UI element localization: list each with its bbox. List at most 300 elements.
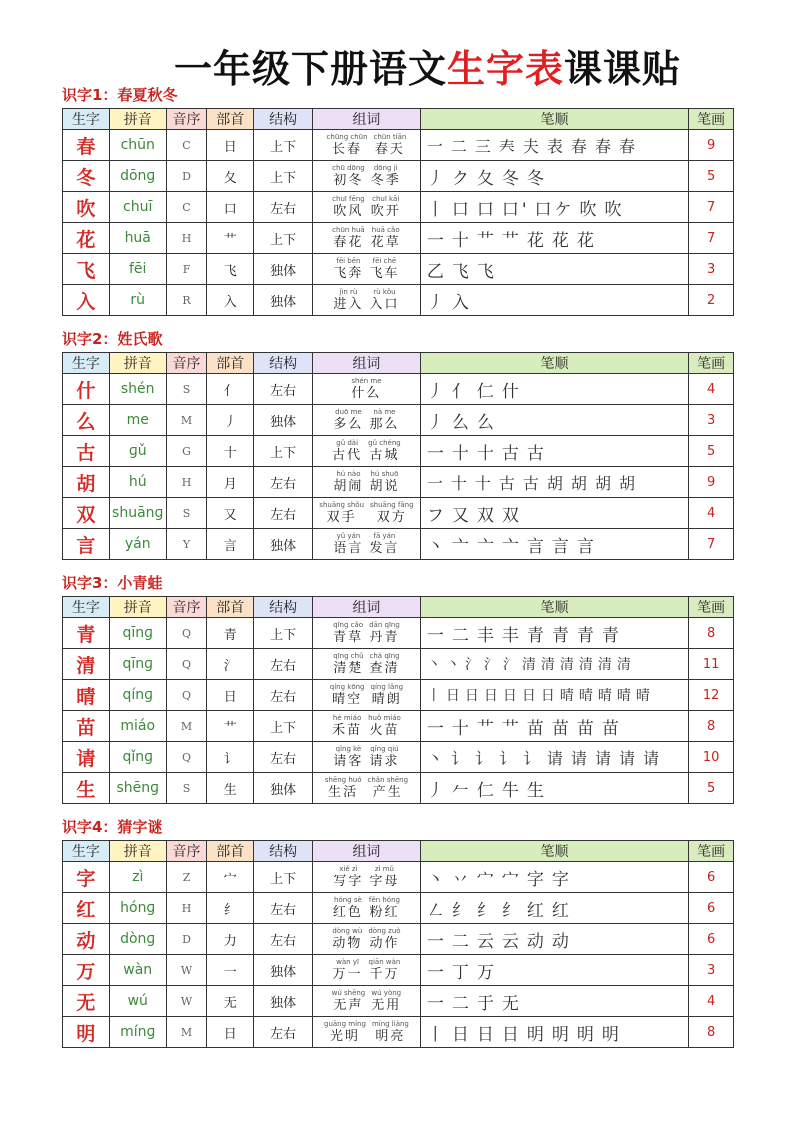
table-row: [63, 742, 734, 773]
stroke-order-cell: [420, 405, 688, 436]
column-header: 结构: [254, 841, 313, 862]
lesson-section: [62, 572, 734, 804]
table-row: [63, 405, 734, 436]
character-cell: 花: [63, 223, 110, 254]
character-cell: 明: [63, 1017, 110, 1048]
pinyin-cell: hú: [109, 467, 166, 498]
word-text: 清楚: [333, 661, 364, 676]
stroke-step: 日: [521, 688, 539, 704]
stroke-step: 日: [502, 688, 520, 704]
word-pinyin: chuī fēnɡ: [332, 195, 365, 203]
word-pinyin: shuānɡ fānɡ: [370, 501, 414, 509]
table-row: [63, 374, 734, 405]
stroke-step: 纟: [451, 900, 472, 921]
radical-cell: 月: [207, 467, 254, 498]
structure-cell: 左右: [254, 498, 313, 529]
word-item: [369, 865, 399, 889]
word-text: 那么: [369, 417, 400, 432]
word-text: 春天: [374, 142, 405, 157]
character-cell: 生: [63, 773, 110, 804]
stroke-step: 青: [601, 625, 622, 646]
structure-cell: 独体: [254, 529, 313, 560]
stroke-step: 入: [451, 292, 472, 313]
stroke-order-cell: [420, 986, 688, 1017]
stroke-step: 一: [426, 443, 447, 464]
stroke-step: 丨: [426, 199, 447, 220]
stroke-step: 什: [501, 381, 522, 402]
stroke-count-cell: 8: [689, 1017, 734, 1048]
word-text: 春花: [333, 235, 364, 250]
character-cell: 言: [63, 529, 110, 560]
stroke-step: 苗: [526, 718, 547, 739]
header-row: [63, 353, 734, 374]
stroke-step: 丿: [426, 412, 447, 433]
stroke-step: 青: [551, 625, 572, 646]
stroke-count-cell: 3: [689, 405, 734, 436]
words-cell: [313, 1017, 421, 1048]
table-row: [63, 467, 734, 498]
stroke-step: 日: [540, 688, 558, 704]
stroke-step: 三: [474, 136, 494, 156]
stroke-count-cell: 5: [689, 436, 734, 467]
stroke-step: 清: [559, 657, 577, 673]
structure-cell: 左右: [254, 924, 313, 955]
stroke-step: 口': [501, 199, 530, 220]
word-item: [333, 408, 363, 432]
radical-cell: 青: [207, 618, 254, 649]
structure-cell: 左右: [254, 893, 313, 924]
word-item: [374, 133, 407, 157]
character-table: [62, 108, 734, 316]
table-row: [63, 893, 734, 924]
stroke-step: 吹: [579, 199, 600, 220]
words-cell: [313, 862, 421, 893]
word-text: 飞车: [369, 266, 400, 281]
stroke-step: 青: [576, 625, 597, 646]
character-cell: 入: [63, 285, 110, 316]
stroke-step: 字: [551, 869, 572, 890]
table-row: [63, 649, 734, 680]
word-pinyin: chū dōnɡ: [332, 164, 365, 172]
structure-cell: 左右: [254, 742, 313, 773]
stroke-step: 日: [501, 1024, 522, 1045]
stroke-step: 艹: [476, 718, 497, 739]
word-text: 查清: [369, 661, 400, 676]
character-cell: 什: [63, 374, 110, 405]
initial-letter-cell: S: [166, 374, 207, 405]
stroke-step: 双: [501, 505, 522, 526]
stroke-step: 么: [451, 412, 472, 433]
stroke-step: 十: [451, 230, 472, 251]
stroke-step: 口: [451, 199, 472, 220]
stroke-step: 胡: [618, 473, 638, 493]
initial-letter-cell: M: [166, 711, 207, 742]
column-header: 音序: [166, 841, 207, 862]
pinyin-cell: qínɡ: [109, 680, 166, 711]
stroke-step: 晴: [616, 688, 634, 704]
stroke-step: 亠: [476, 536, 497, 557]
structure-cell: 独体: [254, 405, 313, 436]
pinyin-cell: qīnɡ: [109, 649, 166, 680]
initial-letter-cell: Q: [166, 680, 207, 711]
word-text: 明亮: [375, 1029, 406, 1044]
word-text: 古城: [369, 448, 400, 463]
word-text: 多么: [333, 417, 364, 432]
radical-cell: 艹: [207, 711, 254, 742]
stroke-step: 丷: [451, 869, 472, 890]
stroke-step: 冬: [501, 168, 522, 189]
radical-cell: 生: [207, 773, 254, 804]
column-header: 拼音: [109, 597, 166, 618]
radical-cell: 亻: [207, 374, 254, 405]
word-pinyin: dònɡ wù: [332, 927, 363, 935]
radical-cell: 纟: [207, 893, 254, 924]
character-cell: 动: [63, 924, 110, 955]
word-item: [369, 257, 399, 281]
word-item: [333, 532, 363, 556]
word-text: 请客: [333, 754, 364, 769]
word-pinyin: rù kǒu: [373, 288, 396, 296]
words-cell: [313, 986, 421, 1017]
structure-cell: 独体: [254, 285, 313, 316]
word-text: 飞奔: [333, 266, 364, 281]
stroke-count-cell: 7: [689, 223, 734, 254]
pinyin-cell: yán: [109, 529, 166, 560]
header-row: [63, 597, 734, 618]
word-item: [325, 776, 362, 800]
words-cell: [313, 618, 421, 649]
words-cell: [313, 374, 421, 405]
stroke-step: 丰: [476, 625, 497, 646]
stroke-step: 花: [576, 230, 597, 251]
stroke-step: 𡗗: [498, 136, 518, 156]
word-pinyin: dōnɡ jì: [373, 164, 398, 172]
stroke-count-cell: 11: [689, 649, 734, 680]
radical-cell: 一: [207, 955, 254, 986]
word-item: [332, 439, 362, 463]
words-cell: [313, 924, 421, 955]
structure-cell: 上下: [254, 161, 313, 192]
word-text: 动物: [332, 936, 363, 951]
structure-cell: 左右: [254, 192, 313, 223]
stroke-step: 言: [551, 536, 572, 557]
stroke-step: 十: [450, 473, 470, 493]
character-cell: 么: [63, 405, 110, 436]
structure-cell: 上下: [254, 862, 313, 893]
word-pinyin: fēi chē: [372, 257, 397, 265]
word-text: 写字: [333, 874, 364, 889]
words-cell: [313, 742, 421, 773]
stroke-count-cell: 4: [689, 374, 734, 405]
stroke-count-cell: 5: [689, 161, 734, 192]
word-text: 晴朗: [371, 692, 402, 707]
word-item: [370, 652, 400, 676]
pinyin-cell: wàn: [109, 955, 166, 986]
stroke-step: 一: [426, 136, 446, 156]
word-item: [371, 195, 401, 219]
stroke-count-cell: 4: [689, 986, 734, 1017]
radical-cell: 夂: [207, 161, 254, 192]
radical-cell: 言: [207, 529, 254, 560]
structure-cell: 上下: [254, 436, 313, 467]
column-header: 笔画: [689, 841, 734, 862]
section-heading: 识字2：姓氏歌: [62, 330, 163, 348]
character-cell: 冬: [63, 161, 110, 192]
table-row: [63, 223, 734, 254]
table-row: [63, 955, 734, 986]
initial-letter-cell: W: [166, 986, 207, 1017]
word-item: [333, 288, 363, 312]
column-header: 笔画: [689, 597, 734, 618]
radical-cell: 日: [207, 130, 254, 161]
word-text: 吹风: [333, 204, 364, 219]
column-header: 生字: [63, 353, 110, 374]
radical-cell: 丿: [207, 405, 254, 436]
stroke-order-cell: [420, 649, 688, 680]
stroke-step: 日: [483, 688, 501, 704]
stroke-step: 清: [578, 657, 596, 673]
word-text: 进入: [333, 297, 364, 312]
words-cell: [313, 955, 421, 986]
stroke-step: 丶: [426, 869, 447, 890]
stroke-step: 夫: [522, 136, 542, 156]
stroke-count-cell: 9: [689, 130, 734, 161]
word-pinyin: qínɡ kōnɡ: [329, 683, 365, 691]
initial-letter-cell: M: [166, 405, 207, 436]
table-row: [63, 986, 734, 1017]
radical-cell: 十: [207, 436, 254, 467]
stroke-step: 二: [451, 993, 472, 1014]
character-cell: 请: [63, 742, 110, 773]
column-header: 结构: [254, 109, 313, 130]
stroke-step: 胡: [546, 473, 566, 493]
column-header: 部首: [207, 597, 254, 618]
stroke-step: 丨: [426, 688, 444, 704]
stroke-step: 夂: [476, 168, 497, 189]
stroke-order-cell: [420, 436, 688, 467]
column-header: 笔画: [689, 109, 734, 130]
pinyin-cell: wú: [109, 986, 166, 1017]
word-item: [333, 470, 363, 494]
lesson-section: [62, 816, 734, 1048]
words-cell: [313, 285, 421, 316]
word-pinyin: qīnɡ chǔ: [333, 652, 364, 660]
word-pinyin: chūn tiān: [373, 133, 407, 141]
initial-letter-cell: Q: [166, 742, 207, 773]
radical-cell: 力: [207, 924, 254, 955]
stroke-step: 宀: [501, 869, 522, 890]
section-heading: 识字4：猜字谜: [62, 818, 163, 836]
word-pinyin: fěn hónɡ: [368, 896, 400, 904]
stroke-count-cell: 9: [689, 467, 734, 498]
column-header: 部首: [207, 841, 254, 862]
word-pinyin: jìn rù: [339, 288, 358, 296]
stroke-count-cell: 4: [689, 498, 734, 529]
pinyin-cell: dònɡ: [109, 924, 166, 955]
word-pinyin: zì mǔ: [374, 865, 394, 873]
stroke-step: 于: [476, 993, 497, 1014]
pinyin-cell: shēnɡ: [109, 773, 166, 804]
stroke-step: 晴: [597, 688, 615, 704]
word-pinyin: fā yán: [373, 532, 396, 540]
stroke-step: 清: [597, 657, 615, 673]
column-header: 生字: [63, 597, 110, 618]
character-cell: 字: [63, 862, 110, 893]
word-text: 万一: [332, 967, 363, 982]
stroke-step: 古: [526, 443, 547, 464]
table-row: [63, 498, 734, 529]
word-item: [330, 683, 365, 707]
structure-cell: 独体: [254, 955, 313, 986]
stroke-step: 青: [526, 625, 547, 646]
word-text: 产生: [372, 785, 403, 800]
words-cell: [313, 498, 421, 529]
radical-cell: 口: [207, 192, 254, 223]
word-pinyin: huǒ miáo: [368, 714, 401, 722]
stroke-step: 春: [618, 136, 638, 156]
word-text: 粉红: [369, 905, 400, 920]
word-pinyin: hé miáo: [332, 714, 362, 722]
stroke-count-cell: 3: [689, 254, 734, 285]
initial-letter-cell: F: [166, 254, 207, 285]
character-cell: 春: [63, 130, 110, 161]
word-item: [333, 958, 363, 982]
stroke-step: 飞: [476, 261, 497, 282]
initial-letter-cell: R: [166, 285, 207, 316]
stroke-step: フ: [426, 505, 447, 526]
table-row: [63, 618, 734, 649]
structure-cell: 上下: [254, 711, 313, 742]
words-cell: [313, 529, 421, 560]
stroke-step: 一: [426, 962, 447, 983]
word-text: 花草: [370, 235, 401, 250]
word-pinyin: ɡǔ chénɡ: [368, 439, 401, 447]
stroke-order-cell: [420, 374, 688, 405]
character-cell: 吹: [63, 192, 110, 223]
stroke-step: 春: [570, 136, 590, 156]
initial-letter-cell: Z: [166, 862, 207, 893]
structure-cell: 独体: [254, 773, 313, 804]
word-item: [368, 927, 400, 951]
pinyin-cell: qǐnɡ: [109, 742, 166, 773]
stroke-order-cell: [420, 254, 688, 285]
character-cell: 双: [63, 498, 110, 529]
character-cell: 青: [63, 618, 110, 649]
stroke-step: 苗: [576, 718, 597, 739]
table-row: [63, 862, 734, 893]
structure-cell: 左右: [254, 680, 313, 711]
table-row: [63, 161, 734, 192]
word-pinyin: shēnɡ huó: [324, 776, 362, 784]
initial-letter-cell: C: [166, 130, 207, 161]
pinyin-cell: shuānɡ: [109, 498, 166, 529]
word-item: [333, 257, 363, 281]
initial-letter-cell: Q: [166, 618, 207, 649]
structure-cell: 左右: [254, 1017, 313, 1048]
section-heading: 识字1：春夏秋冬: [62, 86, 178, 104]
stroke-step: 红: [526, 900, 547, 921]
character-table: [62, 596, 734, 804]
stroke-step: 丶: [426, 748, 446, 768]
words-cell: [313, 405, 421, 436]
stroke-step: 氵: [483, 657, 501, 673]
word-item: [369, 958, 401, 982]
initial-letter-cell: Q: [166, 649, 207, 680]
stroke-step: 古: [501, 443, 522, 464]
stroke-step: 讠: [522, 748, 542, 768]
column-header: 拼音: [109, 353, 166, 374]
initial-letter-cell: Y: [166, 529, 207, 560]
word-item: [332, 195, 365, 219]
word-item: [333, 896, 363, 920]
word-pinyin: shuānɡ shǒu: [319, 501, 365, 509]
word-item: [372, 1020, 409, 1044]
initial-letter-cell: S: [166, 773, 207, 804]
stroke-step: 讠: [474, 748, 494, 768]
initial-letter-cell: H: [166, 467, 207, 498]
stroke-step: 言: [526, 536, 547, 557]
word-text: 千万: [369, 967, 400, 982]
structure-cell: 上下: [254, 130, 313, 161]
word-text: 什么: [351, 386, 382, 401]
word-pinyin: yǔ yán: [336, 532, 361, 540]
word-text: 无声: [333, 998, 364, 1013]
character-cell: 清: [63, 649, 110, 680]
table-row: [63, 924, 734, 955]
stroke-step: 一: [426, 473, 446, 493]
word-pinyin: wú yònɡ: [371, 989, 402, 997]
stroke-step: 艹: [501, 230, 522, 251]
stroke-step: 口ケ: [534, 199, 575, 220]
stroke-step: 日: [464, 688, 482, 704]
stroke-step: ㇜: [426, 900, 447, 921]
structure-cell: 左右: [254, 374, 313, 405]
word-pinyin: wú shēnɡ: [331, 989, 366, 997]
stroke-step: 日: [451, 1024, 472, 1045]
stroke-step: 动: [551, 931, 572, 952]
stroke-step: 古: [522, 473, 542, 493]
word-item: [327, 133, 368, 157]
initial-letter-cell: D: [166, 161, 207, 192]
stroke-step: 请: [570, 748, 590, 768]
stroke-step: 请: [594, 748, 614, 768]
stroke-step: 明: [576, 1024, 597, 1045]
character-cell: 飞: [63, 254, 110, 285]
word-text: 字母: [369, 874, 400, 889]
stroke-step: 请: [618, 748, 638, 768]
lesson-section: [62, 328, 734, 560]
stroke-count-cell: 10: [689, 742, 734, 773]
stroke-count-cell: 6: [689, 924, 734, 955]
lesson-section: [62, 84, 734, 316]
stroke-step: 一: [426, 718, 447, 739]
word-pinyin: chūn huā: [332, 226, 365, 234]
word-text: 胡闹: [333, 479, 364, 494]
word-pinyin: qīnɡ cǎo: [333, 621, 364, 629]
words-cell: [313, 467, 421, 498]
word-text: 语言: [333, 541, 364, 556]
radical-cell: 氵: [207, 649, 254, 680]
stroke-step: 请: [546, 748, 566, 768]
stroke-step: 讠: [498, 748, 518, 768]
pinyin-cell: dōnɡ: [109, 161, 166, 192]
word-text: 生活: [328, 785, 359, 800]
stroke-step: 吹: [604, 199, 625, 220]
stroke-step: 红: [551, 900, 572, 921]
stroke-step: 口: [476, 199, 497, 220]
initial-letter-cell: W: [166, 955, 207, 986]
character-cell: 万: [63, 955, 110, 986]
